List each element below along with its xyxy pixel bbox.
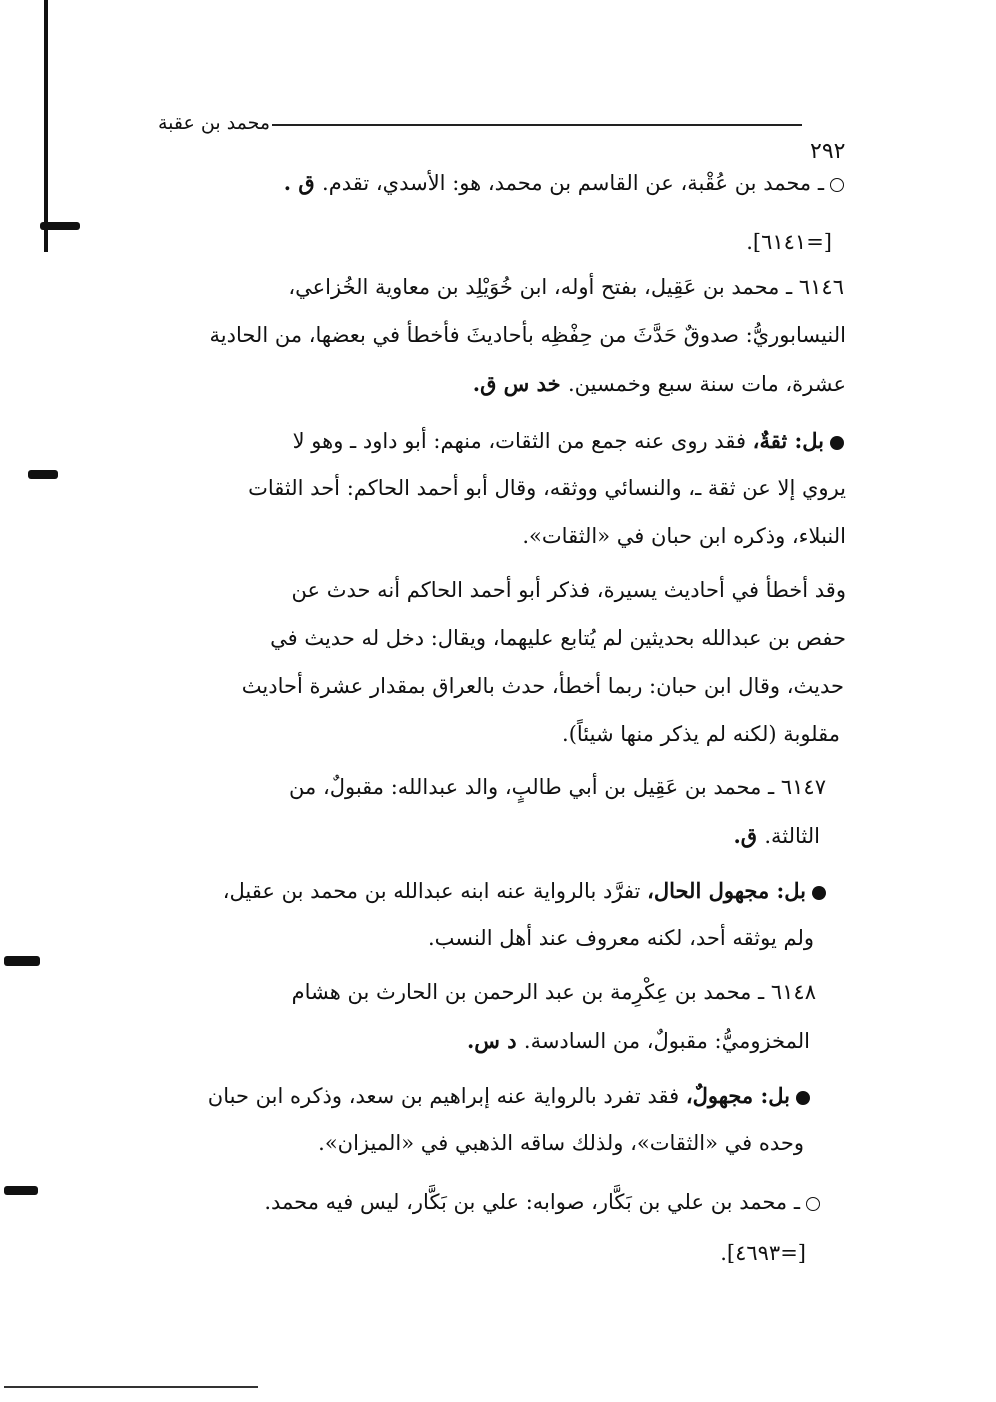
bold-lead: بل: ثقةٌ، [752,428,824,453]
line-text: فقد روى عنه جمع من الثقات، منهم: أبو داود ـ وهو لا [292,429,753,453]
header-rule [272,124,802,126]
bullet-icon [812,886,826,900]
source-symbols: خد س ق. [472,371,568,396]
text-line [720,1243,806,1264]
line-text: ٦١٤٧ ـ محمد بن عَقِيل بن أبي طالبٍ، والد عبدالله: مقبولٌ، من [289,775,826,799]
line-text: وحده في «الثقات»، ولذلك ساقه الذهبي في «الميزان». [318,1131,804,1155]
text-line [264,1192,820,1213]
line-text: وقد أخطأ في أحاديث يسيرة، فذكر أبو أحمد الحاكم أنه حدث عن [291,578,846,602]
scan-mark-tab-3 [4,956,40,966]
line-text: فقد تفرد بالرواية عنه إبراهيم بن سعد، وذكره ابن حبان [207,1084,686,1108]
text-line [288,277,844,298]
line-text: تفرَّد بالرواية عنه ابنه عبدالله بن محمد بن عقيل، [222,879,648,903]
line-text: النبلاء، وذكره ابن حبان في «الثقات». [522,524,846,548]
line-text: [=٦١٤١]. [746,230,832,254]
text-line [248,478,846,499]
text-line [473,373,846,395]
line-text: حديث، وقال ابن حبان: ربما أخطأ، حدث بالعراق بمقدار عشرة أحاديث [241,674,844,698]
running-title: محمد بن عقبة [158,112,271,134]
line-text: النيسابوريُّ: صدوقٌ حَدَّثَ من حِفْظِه بأحاديثَ فأخطأ في بعضها، من الحادية [209,323,846,347]
text-line [318,1133,804,1154]
page-number: ٢٩٢ [810,139,846,164]
line-text: [=٤٦٩٣]. [720,1241,806,1265]
line-text: حفص بن عبدالله بحديثين لم يُتابع عليهما، ويقال: دخل له حديث في [270,626,846,650]
text-line [562,724,840,745]
text-line [210,325,846,346]
scan-mark-tab-2 [28,470,58,479]
scan-mark-top-left [44,0,48,252]
circle-marker-icon [830,178,844,192]
text-line [292,982,816,1003]
text-line [292,580,846,601]
text-line [289,777,826,798]
text-line [242,676,844,697]
line-text: ولم يوثقه أحد، لكنه معروف عند أهل النسب. [427,926,814,950]
source-symbols: د س. [466,1028,524,1053]
text-line [284,172,844,194]
source-symbols: ق. [733,823,765,848]
line-text: ٦١٤٨ ـ محمد بن عِكْرِمة بن عبد الرحمن بن الحارث بن هشام [291,980,816,1004]
circle-marker-icon [806,1197,820,1211]
text-line [522,526,846,547]
line-text: الثالثة. [764,824,820,848]
footer-rule [4,1386,258,1388]
text-line [746,232,832,253]
line-text: مقلوبة (لكنه لم يذكر منها شيئاً). [562,722,840,746]
line-text: ـ محمد بن علي بن بَكَّار، صوابه: علي بن بَكَّار، ليس فيه محمد. [264,1190,800,1214]
text-line [223,880,826,902]
line-text: ٦١٤٦ ـ محمد بن عَقِيل، بفتح أوله، ابن خُوَيْلِد بن معاوية الخُزاعي، [288,275,844,299]
bullet-icon [830,436,844,450]
text-line [270,628,846,649]
text-line [428,928,814,949]
bold-lead: بل: مجهولٌ، [685,1083,790,1108]
scan-mark-tab-4 [4,1186,38,1195]
line-text: المخزوميُّ: مقبولٌ، من السادسة. [523,1029,810,1053]
line-text: عشرة، مات سنة سبع وخمسين. [567,372,846,396]
text-line [467,1030,810,1052]
text-line [733,825,820,847]
scan-mark-tab-1 [40,222,80,230]
bullet-icon [796,1091,810,1105]
source-symbols: ق . [283,170,323,195]
line-text: ـ محمد بن عُقْبة، عن القاسم بن محمد، هو: الأسدي، تقدم. [322,171,824,195]
line-text: يروي إلا عن ثقة ـ، والنسائي ووثقه، وقال أبو أحمد الحاكم: أحد الثقات [248,476,846,500]
bold-lead: بل: مجهول الحال، [647,878,806,903]
text-line [208,1085,810,1107]
text-line [293,430,844,452]
